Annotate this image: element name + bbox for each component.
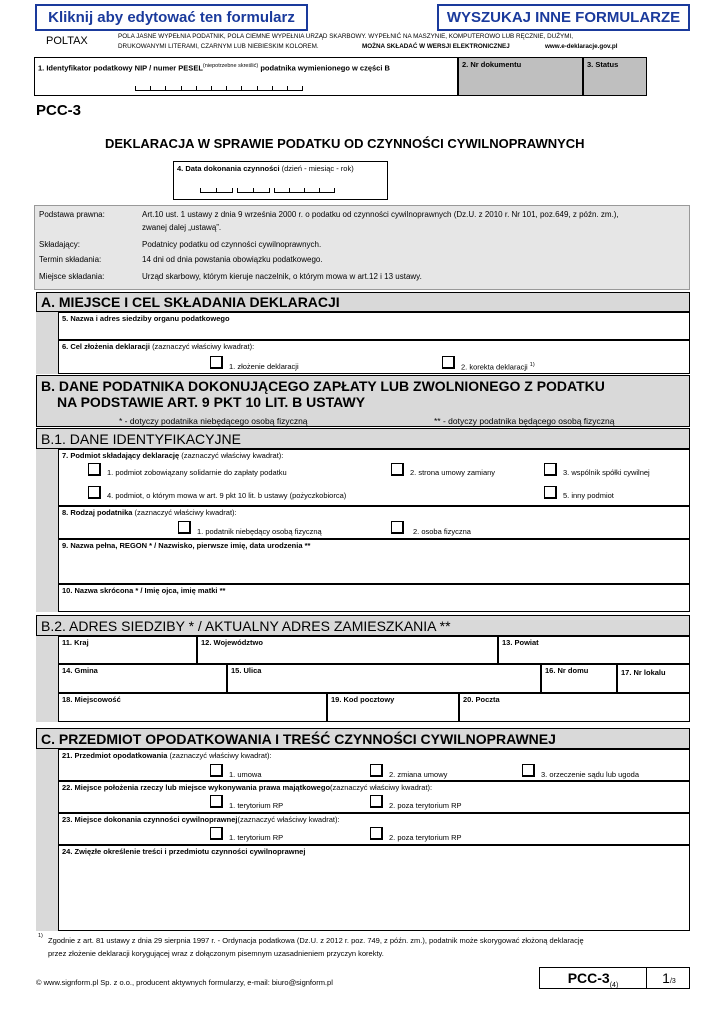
f4-label: 4. Data dokonania czynności (177, 164, 280, 173)
date-day-comb (200, 192, 232, 193)
section-b2-header: B.2. ADRES SIEDZIBY * / AKTUALNY ADRES ZAMIESZKANIA ** (36, 615, 690, 636)
field-19-postal-code[interactable] (327, 693, 459, 722)
footnote-sup: 1) (38, 933, 43, 939)
section-a-strip (36, 312, 58, 374)
field-4-date[interactable] (173, 161, 388, 200)
f16-label: 16. Nr domu (545, 666, 589, 675)
f15-label: 15. Ulica (231, 666, 262, 675)
field-15-street[interactable] (227, 664, 541, 693)
field-16-house-no[interactable] (541, 664, 617, 693)
field-6-purpose (58, 340, 690, 374)
comb-tick (269, 188, 270, 193)
f21-label: 21. Przedmiot opodatkowania (62, 751, 168, 760)
copyright: © www.signform.pl Sp. z o.o., producent aktywnych formularzy, e-mail: biuro@signform.pl (36, 978, 333, 987)
checkbox-8-2-label: 2. osoba fizyczna (413, 527, 471, 536)
checkbox-6-1[interactable] (210, 356, 223, 369)
f5-label: 5. Nazwa i adres siedziby organu podatkowego (62, 314, 230, 323)
f22-hint: (zaznaczyć właściwy kwadrat): (330, 783, 433, 792)
checkbox-23-2-label: 2. poza terytorium RP (389, 833, 462, 842)
f12-label: 12. Województwo (201, 638, 263, 647)
f7-hint: (zaznaczyć właściwy kwadrat): (181, 451, 284, 460)
f8-hint: (zaznaczyć właściwy kwadrat): (134, 508, 237, 517)
checkbox-21-1[interactable] (210, 764, 223, 777)
f6-hint: (zaznaczyć właściwy kwadrat): (152, 342, 255, 351)
form-code: PCC-3 (36, 102, 82, 119)
footnote-line2: przez złożenie deklaracji korygującej wraz z dołączonym pisemnym uzasadnieniem przyczyn korekty. (48, 949, 384, 958)
edit-form-button[interactable]: Kliknij aby edytować ten formularz (35, 4, 308, 31)
field-8-taxpayer-type (58, 506, 690, 539)
comb-tick (302, 86, 303, 91)
f18-label: 18. Miejscowość (62, 695, 121, 704)
field-2-doc-number (458, 57, 583, 96)
page-total: /3 (669, 978, 676, 985)
page-title: DEKLARACJA W SPRAWIE PODATKU OD CZYNNOŚCI CYWILNOPRAWNYCH (105, 136, 585, 151)
page-number: 1 (662, 970, 670, 986)
footer-version: (4) (609, 981, 619, 989)
info-deadline-value: 14 dni od dnia powstania obowiązku podatkowego. (142, 255, 323, 264)
comb-tick (287, 86, 288, 91)
instructions-line1: POLA JASNE WYPEŁNIA PODATNIK, POLA CIEMNE WYPEŁNIA URZĄD SKARBOWY. WYPEŁNIĆ NA MASZYNIE, KOMPUTEROWO LUB RĘCZNIE, DUŻYMI, (118, 33, 573, 40)
instructions-line2: DRUKOWANYMI LITERAMI, CZARNYM LUB NIEBIESKIM KOLOREM. (118, 43, 319, 50)
checkbox-23-2[interactable] (370, 827, 383, 840)
checkbox-22-1[interactable] (210, 795, 223, 808)
f11-label: 11. Kraj (62, 638, 89, 647)
f13-label: 13. Powiat (502, 638, 539, 647)
f7-label: 7. Podmiot składający deklarację (62, 451, 180, 460)
field-14-commune[interactable] (58, 664, 227, 693)
f22-label: 22. Miejsce położenia rzeczy lub miejsce wykonywania prawa majątkowego (62, 783, 331, 792)
checkbox-21-3-label: 3. orzeczenie sądu lub ugoda (541, 770, 639, 779)
checkbox-7-4[interactable] (88, 486, 101, 499)
checkbox-6-1-label: 1. złożenie deklaracji (229, 362, 299, 371)
comb-tick (211, 86, 212, 91)
f6-label: 6. Cel złożenia deklaracji (62, 342, 150, 351)
checkbox-7-2[interactable] (391, 463, 404, 476)
section-b-note1: * - dotyczy podatnika niebędącego osobą fizyczną (119, 416, 308, 426)
section-b-note2: ** - dotyczy podatnika będącego osobą fizyczną (434, 416, 615, 426)
f24-label: 24. Zwięzłe określenie treści i przedmiotu czynności cywilnoprawnej (62, 847, 306, 856)
f10-label: 10. Nazwa skrócona * / Imię ojca, imię matki ** (62, 586, 226, 595)
comb-tick (135, 86, 136, 91)
checkbox-23-1[interactable] (210, 827, 223, 840)
info-place-key: Miejsce składania: (39, 272, 105, 281)
f1-label-a: 1. Identyfikator podatkowy NIP / numer PESEL (38, 63, 203, 73)
checkbox-6-2-label: 2. korekta deklaracji (461, 362, 528, 372)
checkbox-22-2-label: 2. poza terytorium RP (389, 801, 462, 810)
checkbox-21-2[interactable] (370, 764, 383, 777)
footer-code: PCC-3 (567, 970, 610, 986)
field-12-voivodeship[interactable] (197, 636, 498, 664)
f20-label: 20. Poczta (463, 695, 500, 704)
comb-tick (165, 86, 166, 91)
footer-code-box (539, 967, 690, 989)
checkbox-21-3[interactable] (522, 764, 535, 777)
date-year-comb (274, 192, 334, 193)
field-17-flat-no[interactable] (617, 664, 690, 693)
comb-tick (289, 188, 290, 193)
comb-tick (241, 86, 242, 91)
field-3-status (583, 57, 647, 96)
instructions-electronic: MOŻNA SKŁADAĆ W WERSJI ELEKTRONICZNEJ (362, 43, 510, 50)
checkbox-7-4-label: 4. podmiot, o którym mowa w art. 9 pkt 10 lit. b ustawy (pożyczkobiorca) (107, 491, 347, 500)
section-b-title2: NA PODSTAWIE ART. 9 PKT 10 LIT. B USTAWY (57, 394, 366, 410)
search-forms-button[interactable]: WYSZUKAJ INNE FORMULARZE (437, 4, 690, 31)
f23-label: 23. Miejsce dokonania czynności cywilnoprawnej (62, 815, 238, 824)
comb-tick (226, 86, 227, 91)
section-c-header: C. PRZEDMIOT OPODATKOWANIA I TREŚĆ CZYNNOŚCI CYWILNOPRAWNEJ (36, 728, 690, 749)
section-c-strip (36, 749, 58, 931)
info-deadline-key: Termin składania: (39, 255, 102, 264)
comb-tick (216, 188, 217, 193)
date-month-comb (237, 192, 269, 193)
poltax-label: POLTAX (46, 35, 88, 47)
info-legal-value2: zwanej dalej „ustawą”. (142, 223, 222, 232)
f3-label: 3. Status (587, 60, 619, 69)
field-11-country[interactable] (58, 636, 197, 664)
comb-tick (272, 86, 273, 91)
f1-label-b: podatnika wymienionego w części B (260, 63, 390, 73)
section-b-title1: B. DANE PODATNIKA DOKONUJĄCEGO ZAPŁATY LUB ZWOLNIONEGO Z PODATKU (41, 378, 605, 394)
checkbox-7-3-label: 3. wspólnik spółki cywilnej (563, 468, 650, 477)
field-13-county[interactable] (498, 636, 690, 664)
field-10-short-name[interactable] (58, 584, 690, 612)
f2-label: 2. Nr dokumentu (462, 60, 522, 69)
comb-tick (181, 86, 182, 91)
checkbox-7-1-label: 1. podmiot zobowiązany solidarnie do zapłaty podatku (107, 468, 287, 477)
checkbox-7-2-label: 2. strona umowy zamiany (410, 468, 496, 477)
checkbox-21-2-label: 2. zmiana umowy (389, 770, 448, 779)
f1-sup: (niepotrzebne skreślić) (202, 63, 259, 69)
checkbox-23-1-label: 1. terytorium RP (229, 833, 284, 842)
f23-hint: (zaznaczyć właściwy kwadrat): (237, 815, 340, 824)
field-24-description[interactable] (58, 845, 690, 931)
section-a-header: A. MIEJSCE I CEL SKŁADANIA DEKLARACJI (36, 292, 690, 312)
info-place-value: Urząd skarbowy, którym kieruje naczelnik, o którym mowa w art.12 i 13 ustawy. (142, 272, 422, 281)
checkbox-22-1-label: 1. terytorium RP (229, 801, 284, 810)
section-b2-strip (36, 636, 58, 722)
f19-label: 19. Kod pocztowy (331, 695, 395, 704)
f4-hint: (dzień - miesiąc - rok) (281, 164, 354, 173)
nip-comb (135, 90, 302, 91)
f9-label: 9. Nazwa pełna, REGON * / Nazwisko, pierwsze imię, data urodzenia ** (62, 541, 311, 550)
checkbox-6-2-sup: 1) (529, 362, 535, 368)
checkbox-6-2[interactable] (442, 356, 455, 369)
comb-tick (196, 86, 197, 91)
comb-tick (253, 188, 254, 193)
checkbox-7-3[interactable] (544, 463, 557, 476)
checkbox-7-1[interactable] (88, 463, 101, 476)
f21-hint: (zaznaczyć właściwy kwadrat): (169, 751, 272, 760)
info-submitter-key: Składający: (39, 240, 80, 249)
field-9-full-name[interactable] (58, 539, 690, 584)
checkbox-8-1[interactable] (178, 521, 191, 534)
comb-tick (237, 188, 238, 193)
instructions-url: www.e-deklaracje.gov.pl (545, 43, 618, 50)
comb-tick (232, 188, 233, 193)
field-20-post-office[interactable] (459, 693, 690, 722)
comb-tick (319, 188, 320, 193)
checkbox-22-2[interactable] (370, 795, 383, 808)
checkbox-8-2[interactable] (391, 521, 404, 534)
info-legal-key: Podstawa prawna: (39, 210, 105, 219)
comb-tick (200, 188, 201, 193)
field-18-city[interactable] (58, 693, 327, 722)
comb-tick (257, 86, 258, 91)
section-b1-strip (36, 449, 58, 612)
info-submitter-value: Podatnicy podatku od czynności cywilnoprawnych. (142, 240, 322, 249)
checkbox-8-1-label: 1. podatnik niebędący osobą fizyczną (197, 527, 322, 536)
info-legal-value: Art.10 ust. 1 ustawy z dnia 9 września 2000 r. o podatku od czynności cywilnoprawnych (Dz.U. z 2010 r. Nr 101, poz.649, z późn. zm.), (142, 210, 619, 219)
checkbox-7-5-label: 5. inny podmiot (563, 491, 614, 500)
section-b1-header: B.1. DANE IDENTYFIKACYJNE (36, 428, 690, 449)
f14-label: 14. Gmina (62, 666, 98, 675)
comb-tick (274, 188, 275, 193)
checkbox-21-1-label: 1. umowa (229, 770, 262, 779)
checkbox-7-5[interactable] (544, 486, 557, 499)
comb-tick (150, 86, 151, 91)
footnote-line1: Zgodnie z art. 81 ustawy z dnia 29 sierpnia 1997 r. - Ordynacja podatkowa (Dz.U. z 2012 r. poz. 749, z późn. zm.), podatnik może skorygować złożoną deklarację (48, 936, 584, 945)
comb-tick (334, 188, 335, 193)
field-1-nip-pesel[interactable] (34, 57, 458, 96)
comb-tick (304, 188, 305, 193)
f17-label: 17. Nr lokalu (621, 668, 666, 677)
f8-label: 8. Rodzaj podatnika (62, 508, 133, 517)
field-5-tax-office[interactable] (58, 312, 690, 340)
